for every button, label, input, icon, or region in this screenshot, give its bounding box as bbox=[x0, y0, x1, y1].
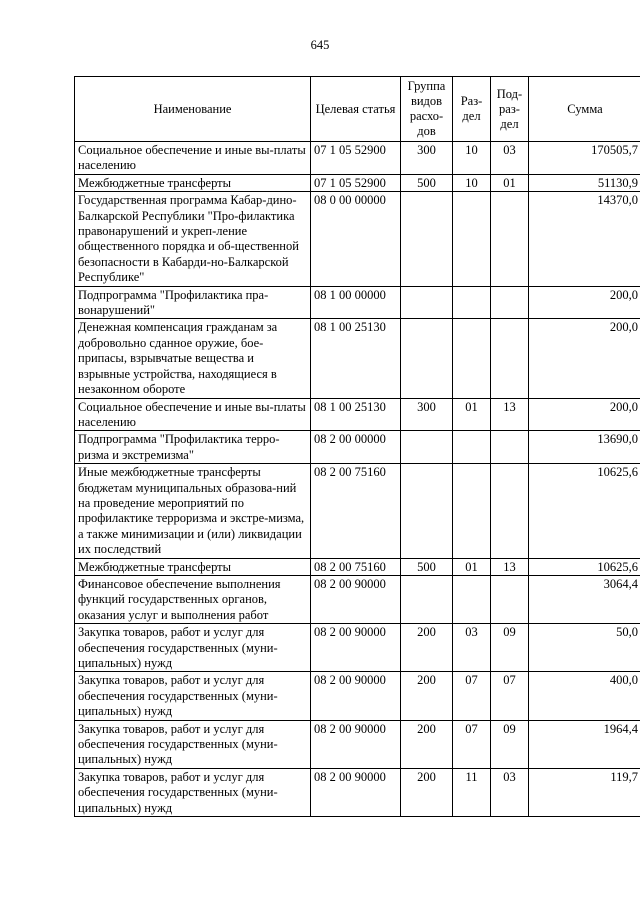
cell-section bbox=[453, 192, 491, 286]
cell-expense-group bbox=[401, 575, 453, 623]
table-row bbox=[75, 319, 640, 398]
table-row bbox=[75, 192, 640, 286]
cell-target-article: 08 1 00 25130 bbox=[311, 319, 401, 398]
cell-expense-group: 200 bbox=[401, 720, 453, 768]
cell-name: Закупка товаров, работ и услуг для обеспечения государственных (муни-ципальных) нужд bbox=[75, 672, 311, 720]
cell-subsection bbox=[491, 431, 529, 464]
cell-name: Закупка товаров, работ и услуг для обеспечения государственных (муни-ципальных) нужд bbox=[75, 624, 311, 672]
cell-section: 07 bbox=[453, 720, 491, 768]
header-section: Раз-дел bbox=[453, 77, 491, 142]
cell-expense-group: 300 bbox=[401, 142, 453, 175]
cell-name: Закупка товаров, работ и услуг для обеспечения государственных (муни-ципальных) нужд bbox=[75, 720, 311, 768]
cell-name: Иные межбюджетные трансферты бюджетам муниципальных образова-ний на проведение мероприятий по профилактике терроризма и экстре-мизма, а также минимизации и (или) ликвидации их последствий bbox=[75, 464, 311, 558]
cell-sum: 119,7 bbox=[529, 768, 640, 816]
cell-sum: 1964,4 bbox=[529, 720, 640, 768]
cell-target-article: 08 1 00 00000 bbox=[311, 286, 401, 319]
cell-section: 10 bbox=[453, 174, 491, 191]
cell-subsection: 09 bbox=[491, 624, 529, 672]
cell-sum: 10625,6 bbox=[529, 558, 640, 575]
cell-name: Социальное обеспечение и иные вы-платы населению bbox=[75, 398, 311, 431]
cell-target-article: 07 1 05 52900 bbox=[311, 174, 401, 191]
table-row bbox=[75, 575, 640, 623]
cell-target-article: 08 0 00 00000 bbox=[311, 192, 401, 286]
cell-sum: 200,0 bbox=[529, 286, 640, 319]
cell-expense-group bbox=[401, 319, 453, 398]
cell-subsection: 03 bbox=[491, 142, 529, 175]
header-subsection: Под-раз-дел bbox=[491, 77, 529, 142]
cell-section: 01 bbox=[453, 398, 491, 431]
header-target-article: Целевая статья bbox=[311, 77, 401, 142]
cell-subsection: 09 bbox=[491, 720, 529, 768]
cell-target-article: 08 2 00 90000 bbox=[311, 672, 401, 720]
cell-target-article: 08 2 00 00000 bbox=[311, 431, 401, 464]
cell-subsection: 07 bbox=[491, 672, 529, 720]
cell-target-article: 08 2 00 75160 bbox=[311, 558, 401, 575]
cell-name: Денежная компенсация гражданам за добровольно сданное оружие, бое-припасы, взрывчатые вещества и взрывные устройства, находящиеся в незаконном обороте bbox=[75, 319, 311, 398]
cell-section: 10 bbox=[453, 142, 491, 175]
cell-name: Межбюджетные трансферты bbox=[75, 558, 311, 575]
cell-sum: 200,0 bbox=[529, 398, 640, 431]
table-row bbox=[75, 142, 640, 175]
cell-sum: 50,0 bbox=[529, 624, 640, 672]
cell-name: Финансовое обеспечение выполнения функций государственных органов, оказания услуг и выполнения работ bbox=[75, 575, 311, 623]
cell-section bbox=[453, 464, 491, 558]
cell-expense-group: 500 bbox=[401, 174, 453, 191]
page-number: 645 bbox=[310, 38, 330, 52]
cell-expense-group bbox=[401, 431, 453, 464]
cell-subsection bbox=[491, 575, 529, 623]
cell-target-article: 08 2 00 90000 bbox=[311, 624, 401, 672]
table-row bbox=[75, 558, 640, 575]
cell-section bbox=[453, 286, 491, 319]
cell-target-article: 07 1 05 52900 bbox=[311, 142, 401, 175]
cell-subsection: 13 bbox=[491, 398, 529, 431]
table-row bbox=[75, 720, 640, 768]
cell-section: 11 bbox=[453, 768, 491, 816]
cell-section bbox=[453, 319, 491, 398]
cell-expense-group bbox=[401, 286, 453, 319]
cell-expense-group bbox=[401, 464, 453, 558]
header-sum: Сумма bbox=[529, 77, 640, 142]
cell-subsection bbox=[491, 286, 529, 319]
cell-target-article: 08 2 00 90000 bbox=[311, 720, 401, 768]
cell-subsection: 13 bbox=[491, 558, 529, 575]
cell-expense-group: 300 bbox=[401, 398, 453, 431]
cell-sum: 400,0 bbox=[529, 672, 640, 720]
cell-name: Социальное обеспечение и иные вы-платы населению bbox=[75, 142, 311, 175]
cell-section: 01 bbox=[453, 558, 491, 575]
table-row bbox=[75, 398, 640, 431]
cell-name: Межбюджетные трансферты bbox=[75, 174, 311, 191]
cell-section: 03 bbox=[453, 624, 491, 672]
cell-subsection bbox=[491, 192, 529, 286]
cell-name: Закупка товаров, работ и услуг для обеспечения государственных (муни-ципальных) нужд bbox=[75, 768, 311, 816]
cell-target-article: 08 2 00 90000 bbox=[311, 768, 401, 816]
cell-subsection: 03 bbox=[491, 768, 529, 816]
cell-section bbox=[453, 431, 491, 464]
table-row bbox=[75, 431, 640, 464]
cell-expense-group: 500 bbox=[401, 558, 453, 575]
table-row bbox=[75, 174, 640, 191]
table-row bbox=[75, 464, 640, 558]
cell-target-article: 08 2 00 75160 bbox=[311, 464, 401, 558]
cell-section bbox=[453, 575, 491, 623]
table-header-row bbox=[75, 77, 640, 142]
cell-sum: 14370,0 bbox=[529, 192, 640, 286]
cell-sum: 13690,0 bbox=[529, 431, 640, 464]
table-row bbox=[75, 768, 640, 816]
cell-subsection bbox=[491, 319, 529, 398]
cell-expense-group: 200 bbox=[401, 672, 453, 720]
cell-expense-group: 200 bbox=[401, 624, 453, 672]
table-row bbox=[75, 672, 640, 720]
table-row bbox=[75, 286, 640, 319]
cell-name: Подпрограмма "Профилактика пра-вонарушений" bbox=[75, 286, 311, 319]
cell-target-article: 08 1 00 25130 bbox=[311, 398, 401, 431]
cell-sum: 10625,6 bbox=[529, 464, 640, 558]
cell-subsection: 01 bbox=[491, 174, 529, 191]
cell-name: Государственная программа Кабар-дино-Балкарской Республики "Про-филактика правонарушений и укреп-ление общественного порядка и об-щественной безопасности в Кабарди-но-Балкарской Республике" bbox=[75, 192, 311, 286]
budget-table bbox=[74, 76, 640, 817]
cell-sum: 51130,9 bbox=[529, 174, 640, 191]
cell-sum: 200,0 bbox=[529, 319, 640, 398]
cell-sum: 170505,7 bbox=[529, 142, 640, 175]
cell-sum: 3064,4 bbox=[529, 575, 640, 623]
header-expense-group: Группа видов расхо-дов bbox=[401, 77, 453, 142]
cell-subsection bbox=[491, 464, 529, 558]
cell-expense-group: 200 bbox=[401, 768, 453, 816]
cell-expense-group bbox=[401, 192, 453, 286]
header-name: Наименование bbox=[75, 77, 311, 142]
cell-target-article: 08 2 00 90000 bbox=[311, 575, 401, 623]
cell-name: Подпрограмма "Профилактика терро-ризма и экстремизма" bbox=[75, 431, 311, 464]
table-row bbox=[75, 624, 640, 672]
table-body bbox=[75, 142, 640, 817]
cell-section: 07 bbox=[453, 672, 491, 720]
